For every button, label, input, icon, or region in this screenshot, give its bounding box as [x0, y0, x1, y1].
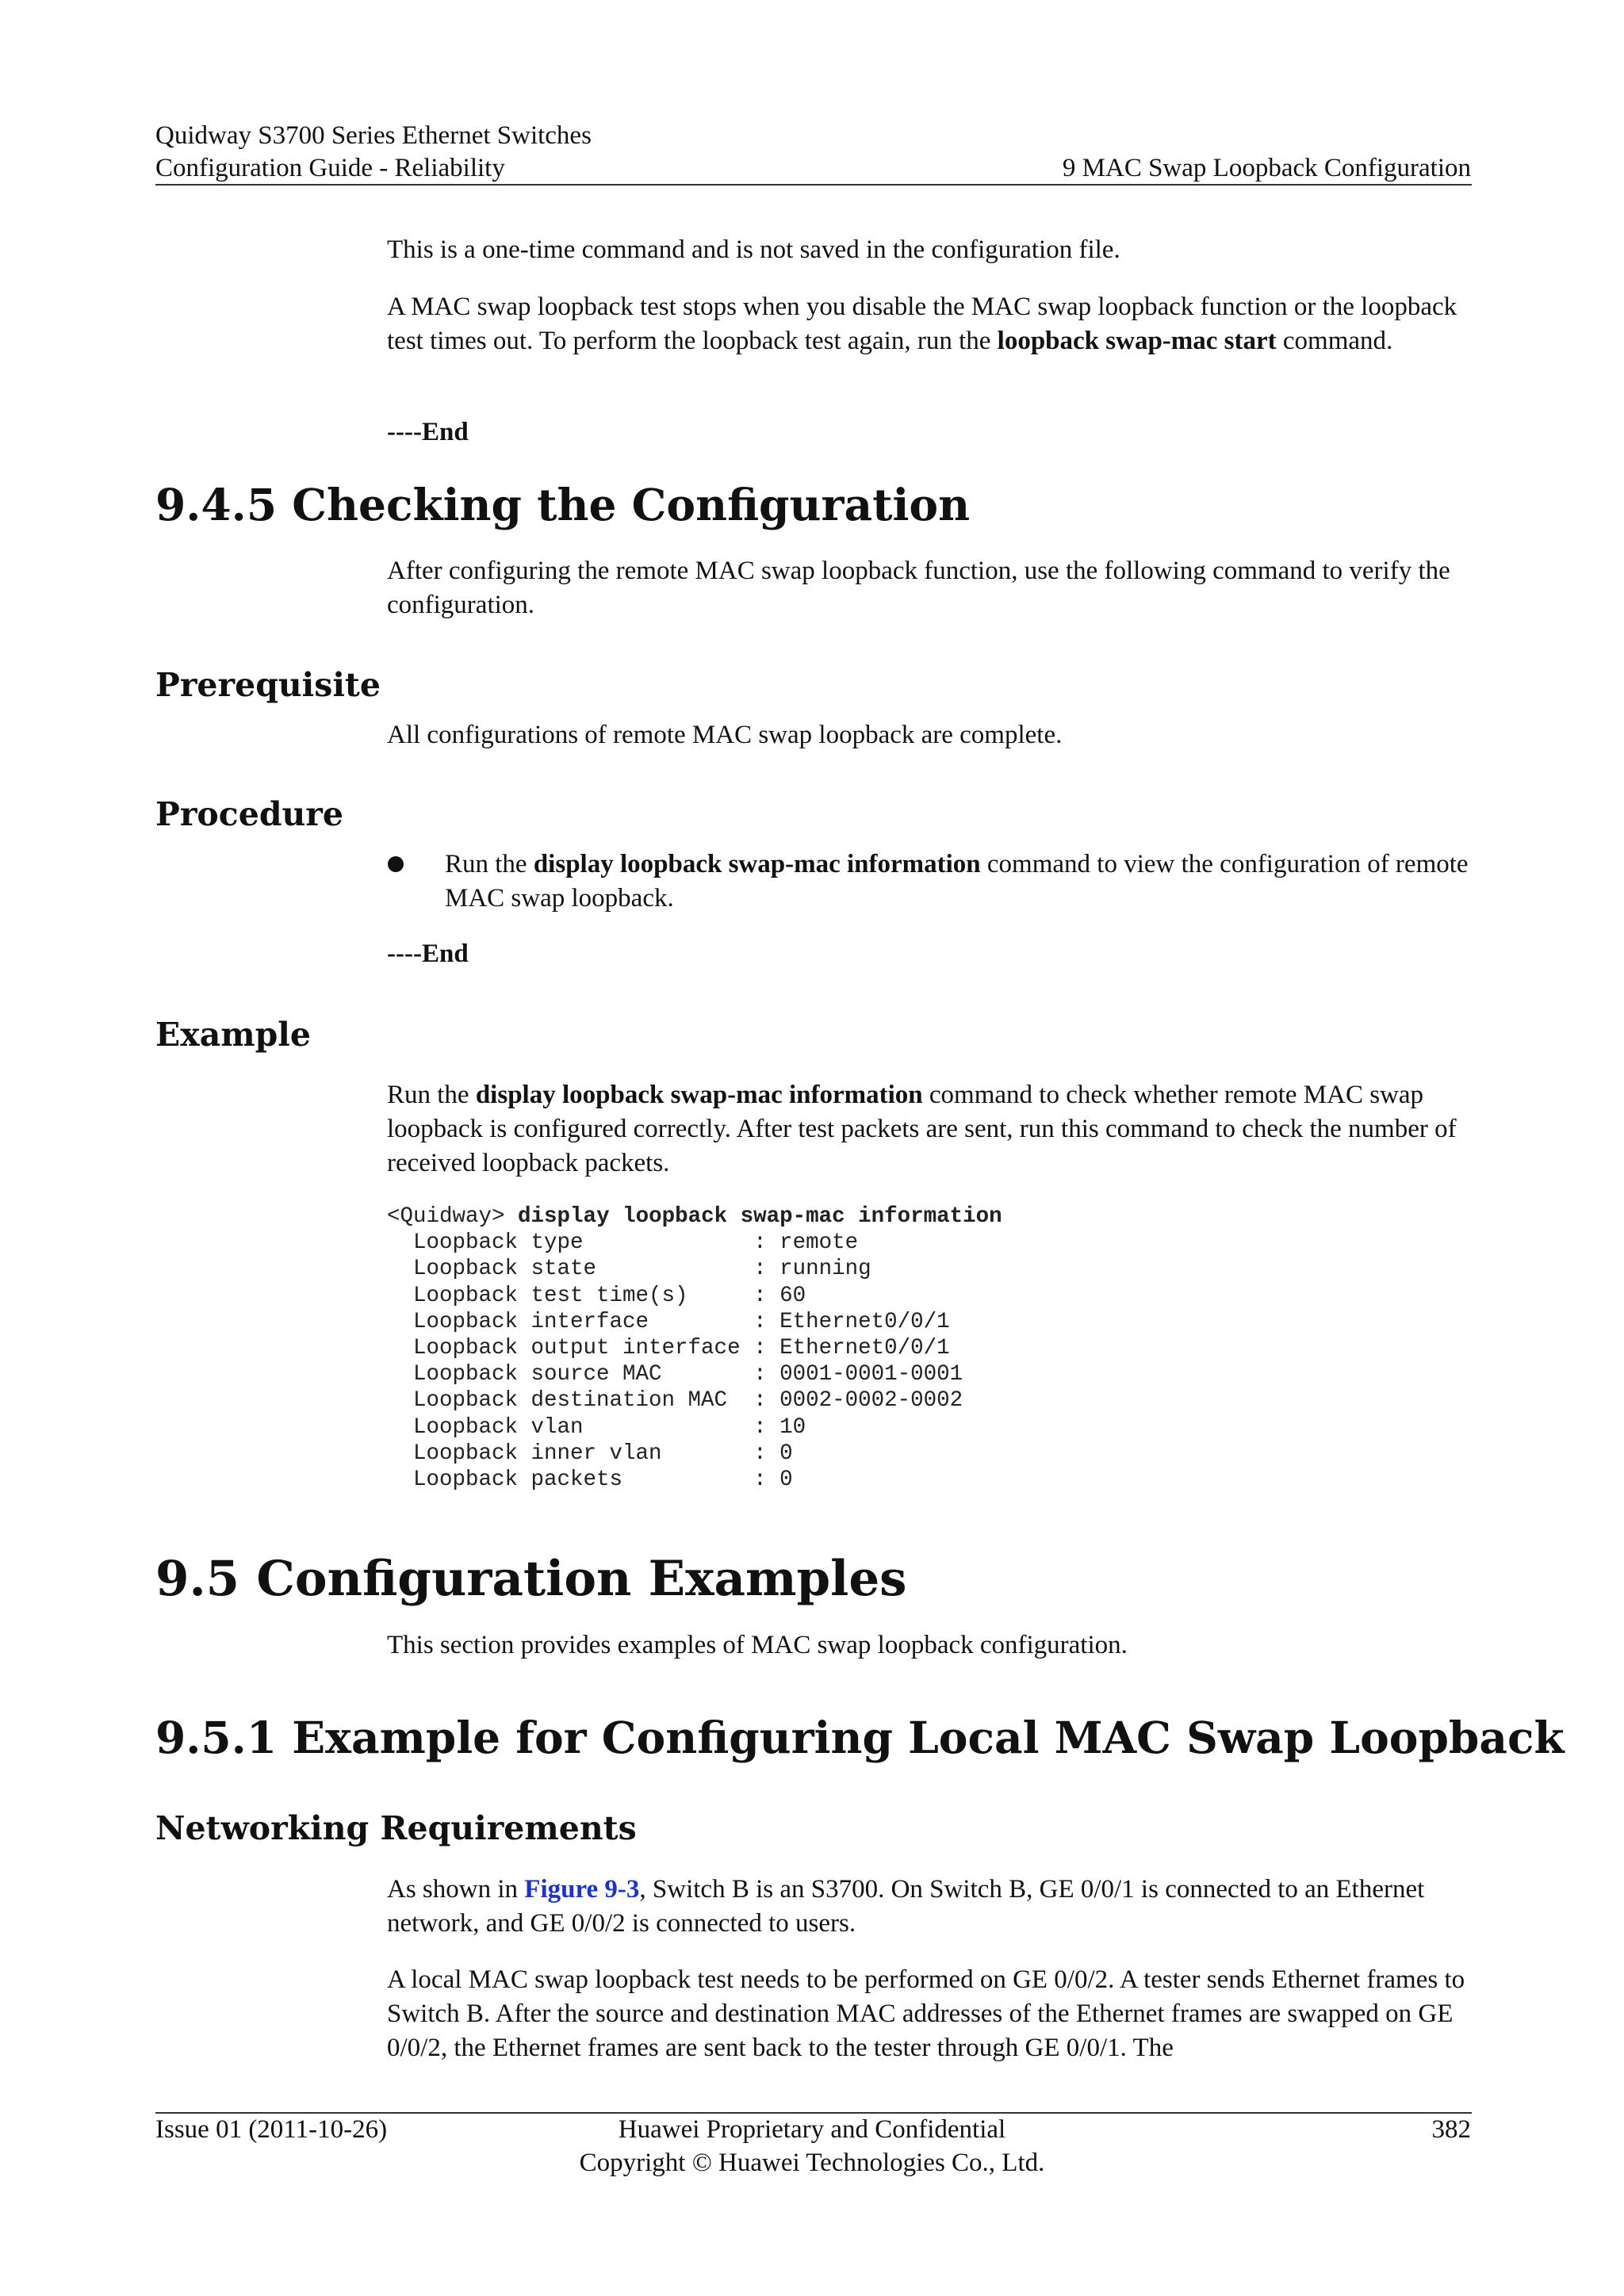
command-display-info-example: display loopback swap-mac information: [475, 1081, 923, 1109]
figure-9-3-link[interactable]: Figure 9-3: [524, 1875, 640, 1904]
networking-paragraph-2: A local MAC swap loopback test needs to be performed on GE 0/0/2. A tester sends Ethernet frames to Switch B. After the source and destination MAC addresses of the Ethernet frames are swapped on GE 0/0/2, the Ethernet frames are sent back to the tester through GE 0/0/1. The: [387, 1965, 1465, 2062]
command-loopback-start: loopback swap-mac start: [997, 327, 1277, 355]
networking-heading: Networking Requirements: [155, 1809, 637, 1847]
header-product: Quidway S3700 Series Ethernet Switches: [155, 121, 592, 150]
end-marker-1: ----End: [387, 418, 469, 446]
bullet-icon: [388, 856, 404, 872]
networking-paragraph-1: As shown in Figure 9-3, Switch B is an S3700. On Switch B, GE 0/0/1 is connected to an Ethernet network, and GE 0/0/2 is connected to users.: [387, 1875, 1425, 1938]
section-title-95: 9.5 Configuration Examples: [155, 1551, 907, 1607]
section-title-945: 9.4.5 Checking the Configuration: [155, 479, 971, 530]
intro-paragraph-2: A MAC swap loopback test stops when you disable the MAC swap loopback function or the loopback test times out. To perform the loopback test again, run the loopback swap-mac start command.: [387, 293, 1457, 355]
footer-confidential: Huawei Proprietary and Confidential: [618, 2115, 1006, 2144]
prerequisite-heading: Prerequisite: [155, 666, 381, 704]
code-line: Loopback vlan : 10: [413, 1414, 806, 1440]
code-command-line: [387, 1203, 1002, 1230]
header-chapter: 9 MAC Swap Loopback Configuration: [1062, 154, 1471, 182]
code-prompt: <Quidway>: [387, 1204, 505, 1229]
code-block: [387, 1203, 1002, 1493]
prerequisite-text: All configurations of remote MAC swap loopback are complete.: [387, 721, 1063, 749]
code-command: display loopback swap-mac information: [518, 1204, 1002, 1229]
code-line: Loopback inner vlan : 0: [413, 1441, 793, 1466]
code-line: Loopback output interface : Ethernet0/0/1: [413, 1336, 950, 1361]
footer-copyright: Copyright © Huawei Technologies Co., Ltd.: [579, 2149, 1045, 2177]
code-line: Loopback type : remote: [413, 1230, 859, 1256]
section-945-paragraph: After configuring the remote MAC swap loopback function, use the following command to verify the configuration.: [387, 557, 1450, 619]
footer-issue: Issue 01 (2011-10-26): [155, 2115, 388, 2144]
procedure-step: Run the display loopback swap-mac information command to view the configuration of remote MAC swap loopback.: [445, 850, 1469, 913]
code-line: Loopback packets : 0: [413, 1468, 793, 1493]
example-paragraph: Run the display loopback swap-mac information command to check whether remote MAC swap loopback is configured correctly. After test packets are sent, run this command to check the number of received loopback packets.: [387, 1081, 1457, 1177]
footer-page-number: 382: [1431, 2115, 1471, 2144]
header-guide: Configuration Guide - Reliability: [155, 154, 505, 182]
example-heading: Example: [155, 1016, 311, 1054]
code-line: Loopback test time(s) : 60: [413, 1283, 806, 1308]
procedure-heading: Procedure: [155, 795, 343, 833]
section-title-951: 9.5.1 Example for Configuring Local MAC Swap Loopback: [155, 1712, 1565, 1763]
code-line: Loopback interface : Ethernet0/0/1: [413, 1309, 950, 1334]
code-line: Loopback source MAC : 0001-0001-0001: [413, 1362, 963, 1387]
code-line: Loopback destination MAC : 0002-0002-0002: [413, 1388, 963, 1414]
end-marker-2: ----End: [387, 939, 469, 968]
section-95-paragraph: This section provides examples of MAC swap loopback configuration.: [387, 1631, 1128, 1659]
code-line: Loopback state : running: [413, 1257, 871, 1282]
header-divider: [155, 184, 1472, 186]
intro-paragraph-1: This is a one-time command and is not saved in the configuration file.: [387, 235, 1120, 264]
command-display-info: display loopback swap-mac information: [533, 850, 981, 878]
